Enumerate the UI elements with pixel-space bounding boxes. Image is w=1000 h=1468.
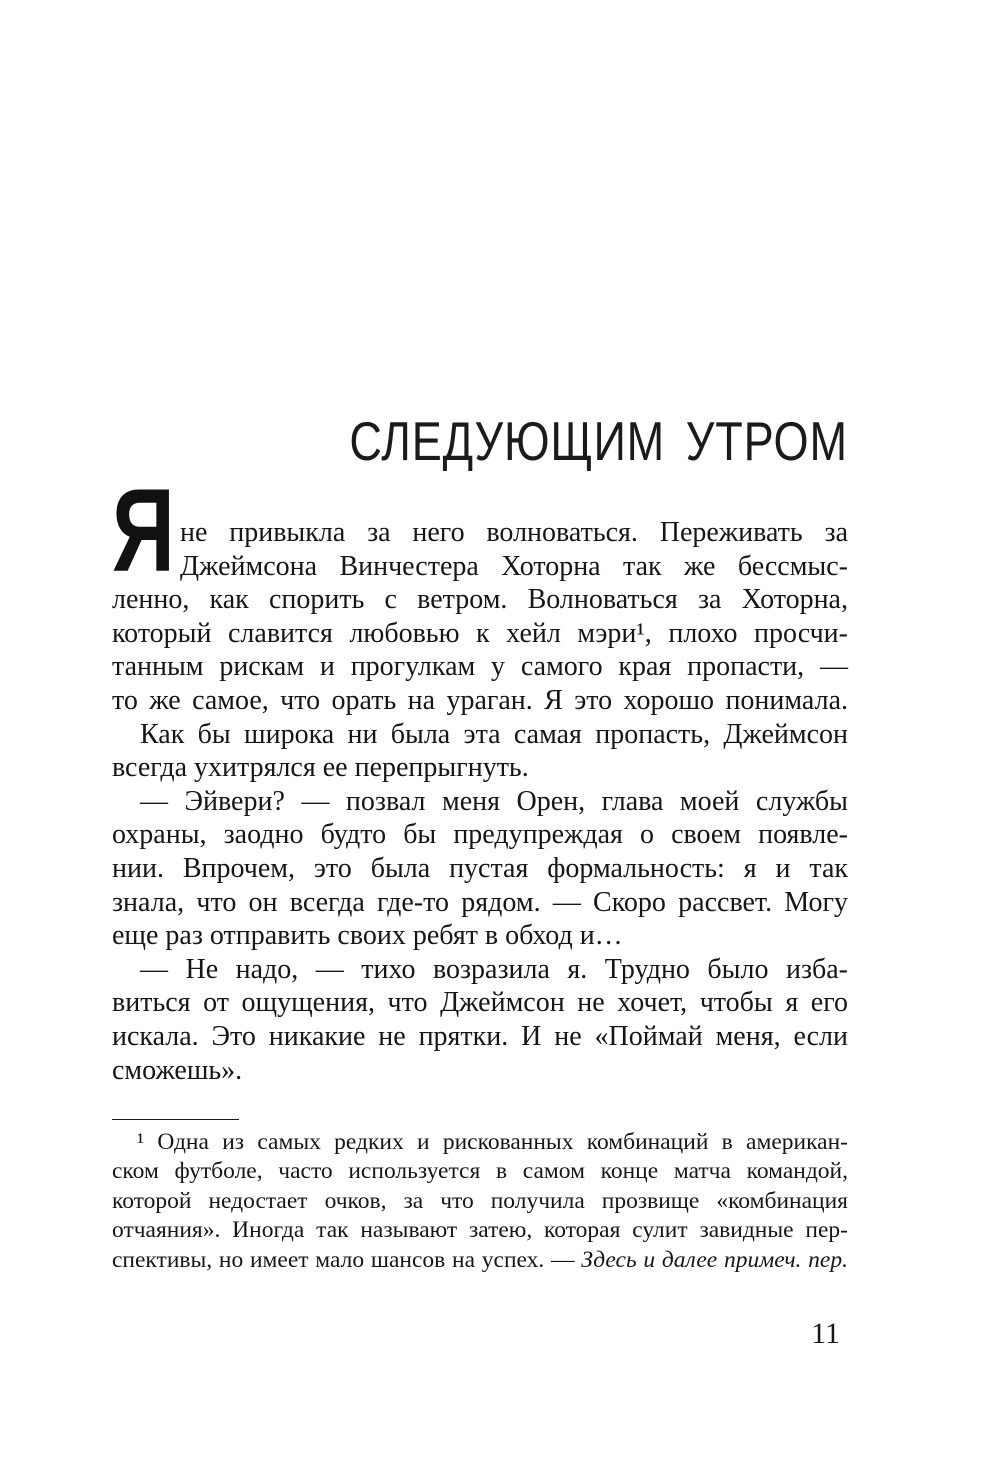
paragraph xyxy=(112,465,848,718)
text-line: искала. Это никакие не прятки. И не «Поймай меня, если xyxy=(112,1020,848,1052)
text-line: нии. Впрочем, это была пустая формальность: я и так xyxy=(112,852,848,884)
text-line: Как бы широка ни была эта самая пропасть, Джеймсон xyxy=(140,718,848,750)
footnote xyxy=(112,1128,848,1275)
footnote-text-italic: Здесь и далее примеч. пер. xyxy=(581,1246,848,1273)
paragraph xyxy=(112,953,848,1087)
text-line: — Не надо, — тихо возразила я. Трудно было изба- xyxy=(140,953,848,985)
footnote-separator xyxy=(112,1119,239,1120)
text-line: еще раз отправить своих ребят в обход и… xyxy=(112,920,623,952)
text-line: то же самое, что орать на ураган. Я это хорошо понимала. xyxy=(112,684,848,716)
page-number: 11 xyxy=(811,1317,840,1350)
drop-cap: Я xyxy=(112,465,175,597)
text-line: ленно, как спорить с ветром. Волноваться за Хоторна, xyxy=(112,584,848,616)
text-line xyxy=(112,1246,848,1275)
text-line: ском футболе, часто используется в самом конце матча командой, xyxy=(112,1158,848,1185)
footnote-lines xyxy=(112,1128,848,1246)
text-line: охраны, заодно будто бы предупреждая о своем появле- xyxy=(112,819,848,851)
text-line: всегда ухитрялся ее перепрыгнуть. xyxy=(112,752,529,784)
paragraph xyxy=(112,1128,848,1246)
paragraph xyxy=(112,718,848,785)
body-text xyxy=(112,465,848,1087)
text-line: отчаяния». Иногда так называют затею, которая сулит завидные пер- xyxy=(112,1217,848,1244)
text-line: не привыкла за него волноваться. Переживать за xyxy=(180,517,848,548)
paragraph xyxy=(112,785,848,953)
text-line: Джеймсона Винчестера Хоторна так же бессмыс- xyxy=(180,550,848,582)
text-line: виться от ощущения, что Джеймсон не хочет, чтобы я его xyxy=(112,987,848,1019)
text-line: который славится любовью к хейл мэри¹, плохо просчи- xyxy=(112,617,848,649)
text-line: сможешь». xyxy=(112,1054,243,1086)
footnote-text-normal: спективы, но имеет мало шансов на успех. — xyxy=(112,1246,575,1273)
text-line: которой недостает очков, за что получила прозвище «комбинация xyxy=(112,1187,848,1214)
text-line: ¹ Одна из самых редких и рискованных комбинаций в американ- xyxy=(137,1129,848,1155)
text-line: знала, что он всегда где-то рядом. — Скоро рассвет. Могу xyxy=(112,886,848,918)
text-line: танным рискам и прогулкам у самого края пропасти, — xyxy=(112,651,848,683)
chapter-title: СЛЕДУЮЩИМ УТРОМ xyxy=(349,410,848,472)
text-line: — Эйвери? — позвал меня Орен, глава моей службы xyxy=(140,785,848,817)
